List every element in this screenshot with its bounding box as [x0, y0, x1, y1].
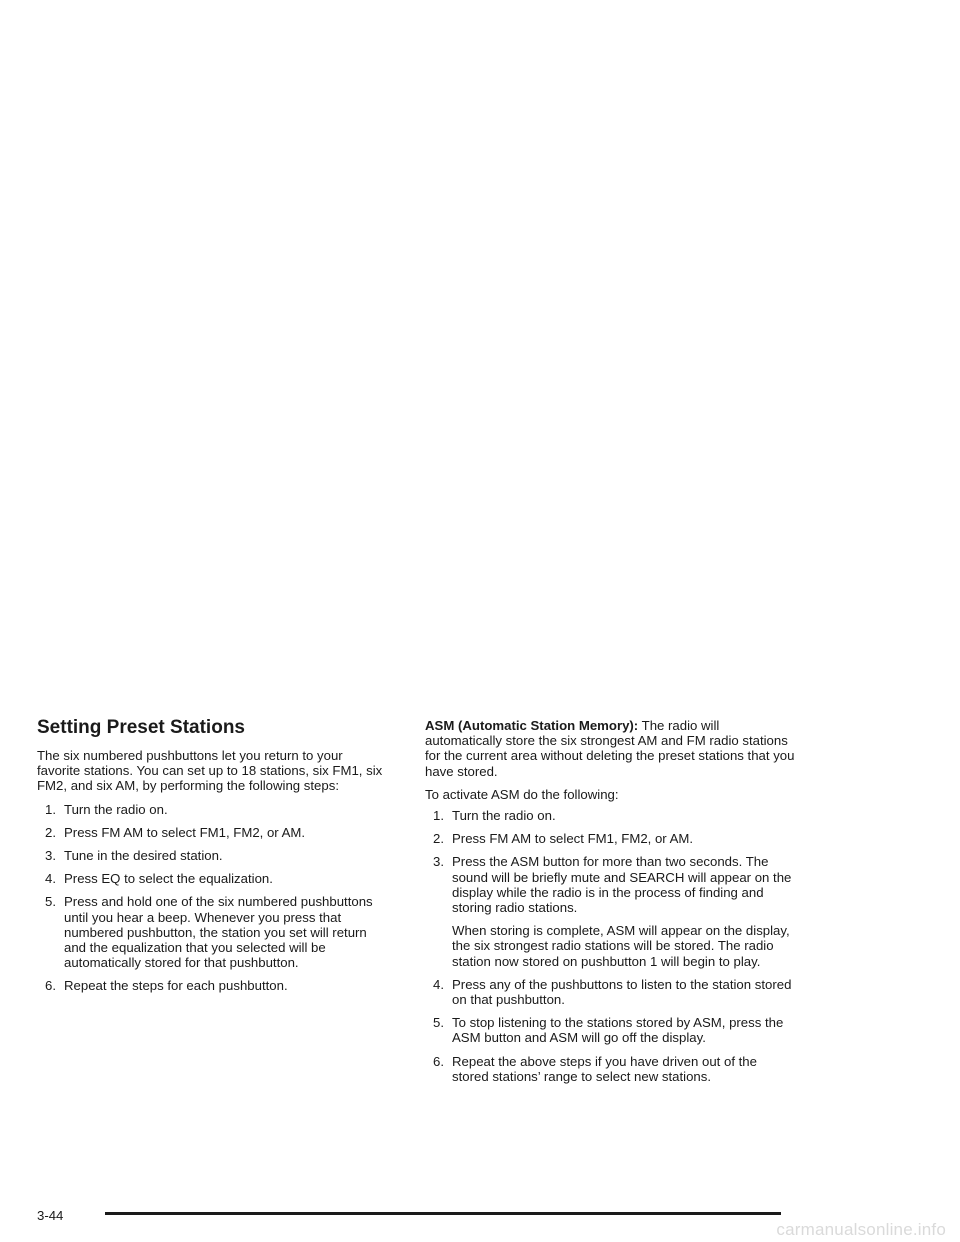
- right-column: [425, 718, 795, 1084]
- section-title: Setting Preset Stations: [37, 717, 245, 738]
- footer-rule: [105, 1212, 781, 1215]
- step-text: Press FM AM to select FM1, FM2, or AM.: [64, 824, 306, 840]
- asm-steps-list: [425, 808, 795, 1084]
- left-column: [37, 716, 387, 994]
- list-item: [425, 1054, 795, 1084]
- activate-intro: To activate ASM do the following:: [425, 786, 619, 802]
- step-text: Press any of the pushbuttons to listen to the station stored on that pushbutton.: [452, 976, 792, 1008]
- page-number: 3-44: [37, 1208, 64, 1223]
- step-number: 6.: [45, 978, 56, 994]
- step-number: 1.: [433, 808, 444, 824]
- step-text: Turn the radio on.: [452, 808, 556, 824]
- step-number: 3.: [433, 854, 444, 870]
- list-item: [37, 848, 387, 863]
- step-text: Press and hold one of the six numbered pushbuttons until you hear a beep. Whenever you press that numbered pushbutton, the station you set will return and the equalization that you selected will be automatically stored for that pushbutton.: [64, 894, 373, 971]
- step-text: Press FM AM to select FM1, FM2, or AM.: [452, 831, 694, 847]
- asm-text: The radio will automatically store the six strongest AM and FM radio stations for the current area without deleting the preset stations that you have stored.: [425, 718, 795, 779]
- step-number: 4.: [433, 976, 444, 992]
- list-item: [37, 871, 387, 886]
- step-number: 2.: [45, 824, 56, 840]
- step-text: Press EQ to select the equalization.: [64, 871, 273, 887]
- step-text: Repeat the above steps if you have driven out of the stored stations’ range to select new stations.: [452, 1053, 757, 1084]
- list-item: [37, 825, 387, 840]
- step-text: Press the ASM button for more than two seconds. The sound will be briefly mute and SEARCH will appear on the display while the radio is in the process of finding and storing radio stations.: [452, 854, 792, 916]
- step-number: 2.: [433, 831, 444, 847]
- watermark: carmanualsonline.info: [776, 1220, 946, 1239]
- list-item: [37, 978, 387, 993]
- step-number: 4.: [45, 871, 56, 887]
- list-item: [425, 977, 795, 1007]
- step-text: Repeat the steps for each pushbutton.: [64, 978, 288, 994]
- step-subparagraph: When storing is complete, ASM will appear on the display, the six strongest radio stations will be stored. The radio station now stored on pushbutton 1 will begin to play.: [452, 923, 790, 969]
- list-item: [37, 802, 387, 817]
- list-item: [37, 894, 387, 970]
- step-text: Tune in the desired station.: [64, 848, 223, 864]
- step-text: Turn the radio on.: [64, 801, 168, 817]
- list-item: [425, 831, 795, 846]
- step-number: 6.: [433, 1053, 444, 1069]
- asm-label: ASM (Automatic Station Memory):: [425, 718, 639, 733]
- intro-paragraph: The six numbered pushbuttons let you return to your favorite stations. You can set up to 18 stations, six FM1, six FM2, and six AM, by performing the following steps:: [37, 748, 383, 794]
- preset-steps-list: [37, 802, 387, 994]
- step-text: To stop listening to the stations stored by ASM, press the ASM button and ASM will go off the display.: [452, 1015, 784, 1046]
- list-item: [425, 808, 795, 823]
- step-number: 5.: [45, 894, 56, 910]
- step-number: 1.: [45, 801, 56, 817]
- step-number: 3.: [45, 848, 56, 864]
- list-item: [425, 854, 795, 968]
- step-number: 5.: [433, 1015, 444, 1031]
- list-item: [425, 1015, 795, 1045]
- asm-paragraph: [425, 718, 795, 779]
